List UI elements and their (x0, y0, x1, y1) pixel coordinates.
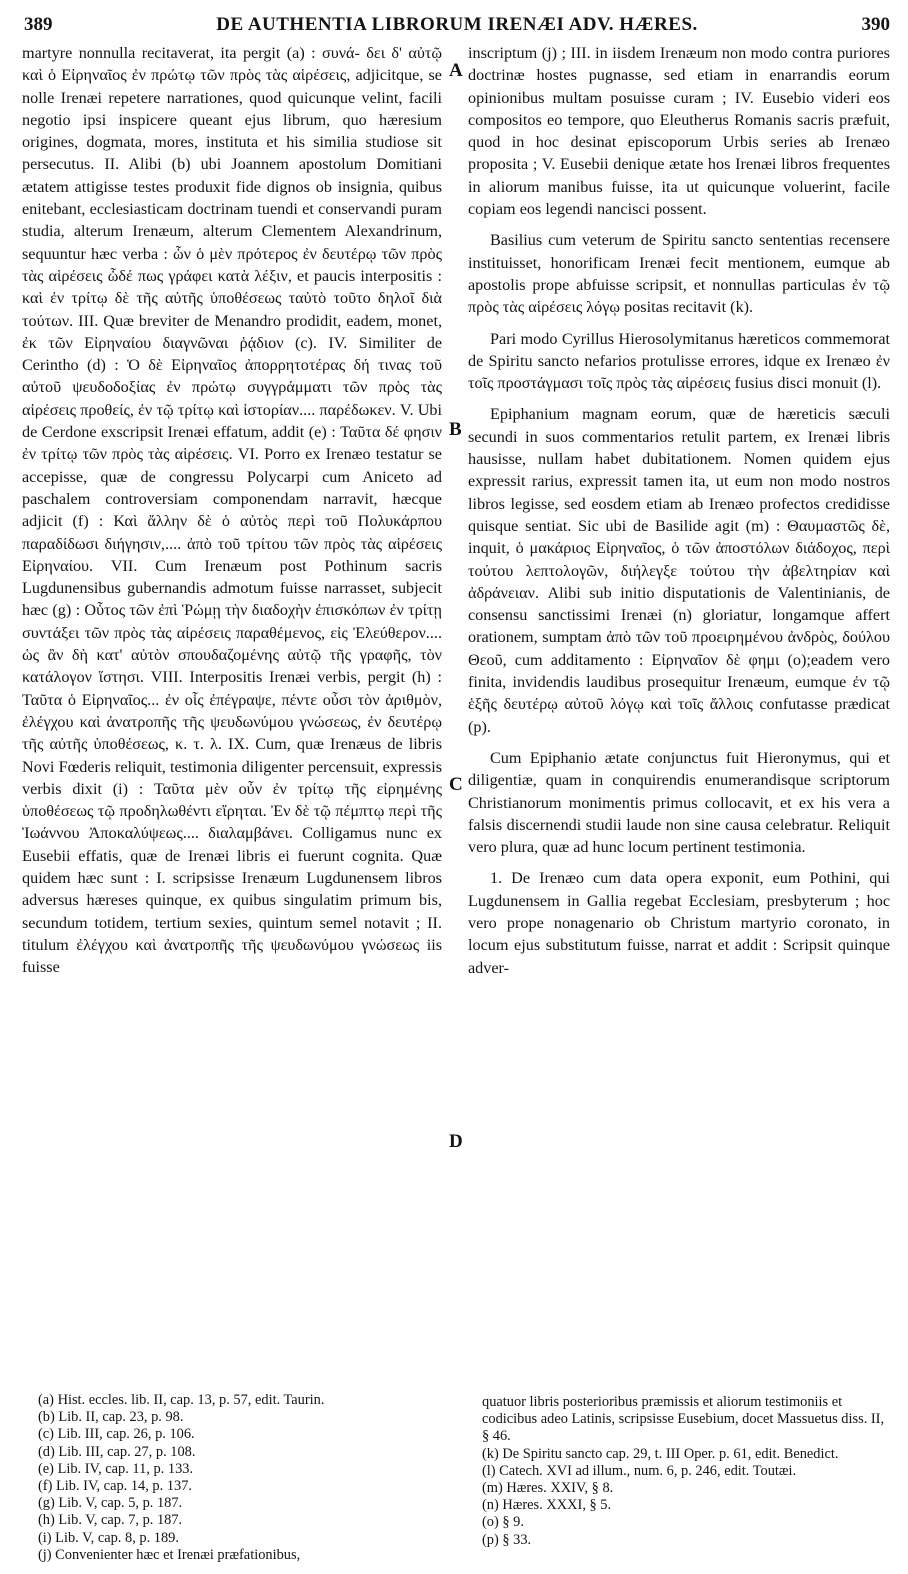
paragraph: 1. De Irenæo cum data opera exponit, eum Pothini, qui Lugdunensem in Gallia regebat Ecclesiam, presbyterum ; hoc vero prope nonagenario ob Christum martyrio coronato, in locum ejus substitutum fuisse, narrat et addit : Scripsit quinque adver- (468, 869, 890, 977)
footnote-continuation: quatuor libris posterioribus præmissis et aliorum testimoniis et codicibus adeo Latinis, scripsisse Eusebium, docet Massuetus diss. II, § 46. (482, 1394, 885, 1445)
footnote: (g) Lib. V, cap. 5, p. 187. (38, 1495, 183, 1512)
paragraph: Cum Epiphanio ætate conjunctus fuit Hieronymus, qui et diligentiæ, quam in conquirendis enumerandisque scriptorum Christianorum monimentis primus collocavit, et ex his vera a falsis discernendi studii laude non sine causa celebratur. Reliquit vero plura, quæ ad hunc locum pertinent testimonia. (468, 748, 890, 857)
footnote: (e) Lib. IV, cap. 11, p. 133. (38, 1460, 194, 1477)
footnote: (c) Lib. III, cap. 26, p. 106. (38, 1426, 195, 1443)
footnote: (j) Convenienter hæc et Irenæi præfationibus, (38, 1546, 301, 1563)
footnote: (d) Lib. III, cap. 27, p. 108. (38, 1443, 196, 1460)
section-mark-c: C (449, 774, 463, 795)
section-mark-d: D (449, 1131, 463, 1152)
left-column-text: martyre nonnulla recitaverat, ita pergit (a) : συνά- δει δ' αὐτῷ καὶ ὁ Εἰρηναῖος ἐν πρώτῳ τῶν πρὸς τὰς αἱρέσεις, adjicitque, se nolle Irenæi repetere narrationes, quod quicunque velint, facili negotio ipsi inspicere queant ejus librum, quo hæresium origines, dogmata, mores, instituta et his similia studiose sit persecutus. II. Alibi (b) ubi Joannem apostolum Domitiani ætatem attigisse testes produxit fide dignos ob insignia, quibus enitebant, ecclesiasticam doctrinam tuendi et conservandi puram studia, alterum Irenæum, alterum Clementem Alexandrinum, sequuntur hæc verba : ὧν ὁ μὲν πρότερος ἐν δευτέρῳ τῶν πρὸς τὰς αἱρέσεις ὧδέ πως γράφει κατὰ λέξιν, et paucis interpositis : καὶ ἐν τρίτῳ δὲ τῆς αὐτῆς ὑποθέσεως ταὐτὸ τοῦτο δηλοῖ διὰ τούτων. III. Quæ breviter de Menandro prodidit, eadem, monet, ἐκ τῶν Εἰρηναίου διαγνῶναι ῥᾴδιον (c). IV. Similiter de Cerintho (d) : Ὁ δὲ Εἰρηναῖος ἀπορρητοτέρας δή τινας τοῦ αὐτοῦ ψευδοδοξίας ἐν πρώτῳ συγγράμματι τῶν πρὸς τὰς αἱρέσεις προθείς, ἐν τῷ τρίτῳ καὶ ἱστορίαν.... παρέδωκεν. V. Ubi de Cerdone exscripsit Irenæi effatum, addit (e) : Ταῦτα δέ φησιν ἐν τρίτῳ τῶν πρὸς τὰς αἱρέσεις. VI. Porro ex Irenæo testatur se accepisse, quæ de congressu Polycarpi cum Aniceto ad paschalem controversiam componendam narravit, hæcque adjicit (f) : Καὶ ἄλλην δὲ ὁ αὐτὸς περὶ τοῦ Πολυκάρπου παραδίδωσι διήγησιν,.... ἀπὸ τοῦ τρίτου τῶν πρὸς τὰς αἱρέσεις Εἰρηναίου. VII. Cum Irenæum post Pothinum sacris Lugdunensibus gubernandis admotum fuisse narrasset, subjecit hæc (g) : Οὗτος τῶν ἐπὶ Ῥώμῃ τὴν διαδοχὴν ἐπισκόπων ἐν τρίτῃ συντάξει τῶν πρὸς τὰς αἱρέσεις παραθέμενος, εἰς Ἐλεύθερον.... ὡς ἂν δὴ κατ' αὐτὸν σπουδαζομένης αὐτῷ τῆς γραφῆς, τὸν κατάλογον ἵστησι. VIII. Interpositis Irenæi verbis, pergit (h) : Ταῦτα ὁ Εἰρηναῖος... ἐν οἷς ἐπέγραψε, πέντε οὖσι τὸν ἀριθμὸν, ἐλέγχου καὶ ἀνατροπῆς τῆς ψευδωνύμου γνώσεως, ἐν δευτέρῳ τῆς αὐτῆς ὑποθέσεως, κ. τ. λ. IX. Cum, quæ Irenæus de libris Novi Fœderis reliquit, testimonia diligenter percensuit, expressis verbis dixit (i) : Ταῦτα μὲν οὖν ἐν τρίτῳ τῆς εἰρημένης ὑποθέσεως τῷ προδηλωθέντι εἴρηται. Ἐν δὲ τῷ πέμπτῳ περὶ τῆς Ἰωάννου Ἀποκαλύψεως.... διαλαμβάνει. Colligamus nunc ex Eusebii effatis, quæ de Irenæi libris ei fuerunt cognita. Quæ quidem hæc sunt : I. scripsisse Irenæum Lugdunensem libros adversus hæreses quinque, ex quibus singulatim primum bis, secundum totidem, tertium sexies, quintum semel notavit ; II. titulum ἐλέγχου καὶ ἀνατροπῆς τῆς ψευδωνύμου γνώσεως iis fuisse (22, 44, 442, 977)
footnote: (a) Hist. eccles. lib. II, cap. 13, p. 57, edit. Taurin. (38, 1392, 325, 1408)
footnote: (k) De Spiritu sancto cap. 29, t. III Oper. p. 61, edit. Benedict. (482, 1445, 839, 1462)
footnote: (b) Lib. II, cap. 23, p. 98. (38, 1409, 184, 1426)
page-number-left: 389 (24, 14, 53, 35)
section-mark-b: B (449, 419, 462, 440)
footnote: (l) Catech. XVI ad illum., num. 6, p. 246, edit. Toutæi. (482, 1462, 797, 1479)
paragraph: Pari modo Cyrillus Hierosolymitanus hæreticos commemorat de Spiritu sancto nefarios protulisse errores, idque ex Irenæo ἐν τοῖς προστάγμασι τοῖς πρὸς τὰς αἱρέσεις fusius disci monuit (l). (468, 329, 890, 393)
footnote: (i) Lib. V, cap. 8, p. 189. (38, 1529, 179, 1546)
footnote: (o) § 9. (482, 1514, 524, 1531)
footnote: (n) Hæres. XXXI, § 5. (482, 1497, 612, 1514)
footnote: (h) Lib. V, cap. 7, p. 187. (38, 1512, 183, 1529)
paragraph: inscriptum (j) ; III. in iisdem Irenæum non modo contra puriores doctrinæ hostes pugnasse, sed etiam in enarrandis eorum opinionibus multam posuisse curam ; IV. Eusebio videri eos compositos eo tempore, quo Eleutherus Romanis sacris præfuit, quod in hoc desinat episcoporum Urbis series ab Irenæo proposita ; V. Eusebii denique ætate hos Irenæi libros frequentes in aliorum manibus fuisse, ita ut quicunque voluerint, facile copiam eos legendi nancisci possent. (468, 44, 890, 219)
footnote: (m) Hæres. XXIV, § 8. (482, 1480, 614, 1497)
right-column (468, 42, 890, 979)
footnotes-left (38, 1392, 442, 1564)
page-number-right: 390 (861, 14, 890, 35)
running-title: DE AUTHENTIA LIBRORUM IRENÆI ADV. HÆRES. (216, 14, 698, 35)
paragraph: Basilius cum veterum de Spiritu sancto sententias recensere instituisset, honorificam Irenæi fecit mentionem, eumque ab apostolis prope abfuisse scripsit, et nonnullas particulas ἐν τῷ πρὸς τὰς αἱρέσεις λόγῳ positas recitavit (k). (468, 231, 890, 317)
section-mark-a: A (449, 60, 463, 81)
paragraph: Epiphanium magnam eorum, quæ de hæreticis sæculi secundi in suos commentarios retulit partem, ex Irenæi libris hausisse, nullam habet dubitationem. Nomen quidem ejus expressit rarius, expressit tamen ita, ut eum non modo nostros libros legisse, sed eosdem etiam ab Irenæo profectos credidisse quisque sentiat. Sic ubi de Basilide agit (m) : Θαυμαστῶς δὲ, inquit, ὁ μακάριος Εἰρηναῖος, ὁ τῶν ἀποστόλων διάδοχος, περὶ τούτου λεπτολογῶν, διήλεγξε τούτου τὴν ἀβελτηρίαν καὶ ἀδράνειαν. Alibi sub initio disputationis de Valentinianis, de consensu sanctissimi Irenæi (n) gloriatur, longamque affert orationem, sumptam ἀπὸ τῶν τοῦ προειρημένου ἀνδρὸς, δούλου Θεοῦ, cum additamento : Εἰρηναῖον δὲ φημι (o);eadem vero finita, invidendis laudibus prosequitur Irenæum, eumque ἐν τῷ ἑξῆς δευτέρῳ αὐτοῦ λόγῳ καὶ τοῖς ἄλλοις confutasse prædicat (p). (468, 405, 890, 736)
left-column (22, 42, 442, 978)
footnote: (f) Lib. IV, cap. 14, p. 137. (38, 1478, 193, 1495)
footnotes-right (482, 1394, 890, 1549)
footnote: (p) § 33. (482, 1531, 532, 1548)
section-marks (449, 0, 463, 1390)
